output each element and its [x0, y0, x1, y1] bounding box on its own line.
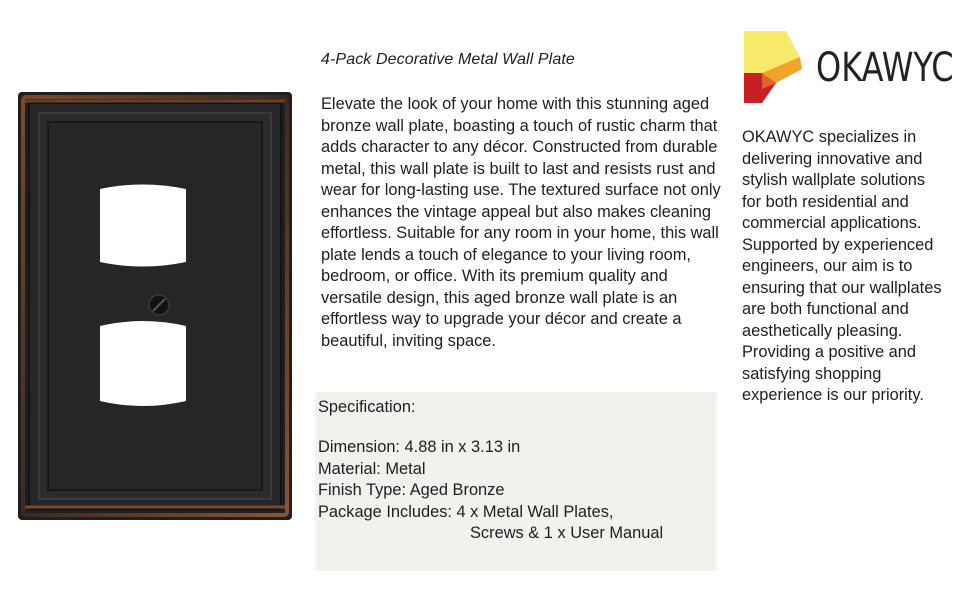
- specification-list: [318, 437, 663, 545]
- spec-package-line2: Screws & 1 x User Manual: [470, 524, 664, 543]
- brand-about: OKAWYC specializes in delivering innovative and stylish wallplate solutions for both residential and commercial applications. Supported by experienced engineers, our aim is to ensuring that our wallplates are both functional and aesthetically pleasing. Providing a positive and satisfying shopping experience is our priority.: [742, 128, 942, 404]
- spec-material: Material: Metal: [318, 459, 426, 478]
- brand-header: [742, 29, 954, 109]
- spec-finish: Finish Type: Aged Bronze: [318, 481, 505, 500]
- product-title: 4-Pack Decorative Metal Wall Plate: [321, 51, 575, 68]
- okawyc-logo-icon: [742, 29, 804, 105]
- product-image: [17, 91, 293, 521]
- specification-heading: Specification:: [318, 398, 416, 416]
- brand-name: OKAWYC: [816, 45, 954, 91]
- spec-package: [318, 502, 663, 545]
- spec-package-line1: Package Includes: 4 x Metal Wall Plates,: [318, 502, 614, 521]
- spec-dimension: Dimension: 4.88 in x 3.13 in: [318, 438, 521, 456]
- wall-plate-icon: [17, 91, 293, 521]
- product-description: Elevate the look of your home with this stunning aged bronze wall plate, boasting a touch of rustic charm that adds character to any décor. Constructed from durable metal, this wall plate is built to last and resists rust and wear for long-lasting use. The textured surface not only enhances the vintage appeal but also makes cleaning effortless. Suitable for any room in your home, this wall plate lends a touch of elegance to your living room, bedroom, or office. With its premium quality and versatile design, this aged bronze wall plate is an effortless way to upgrade your décor and create a beautiful, inviting space.: [321, 95, 721, 350]
- specification-box: [315, 392, 717, 571]
